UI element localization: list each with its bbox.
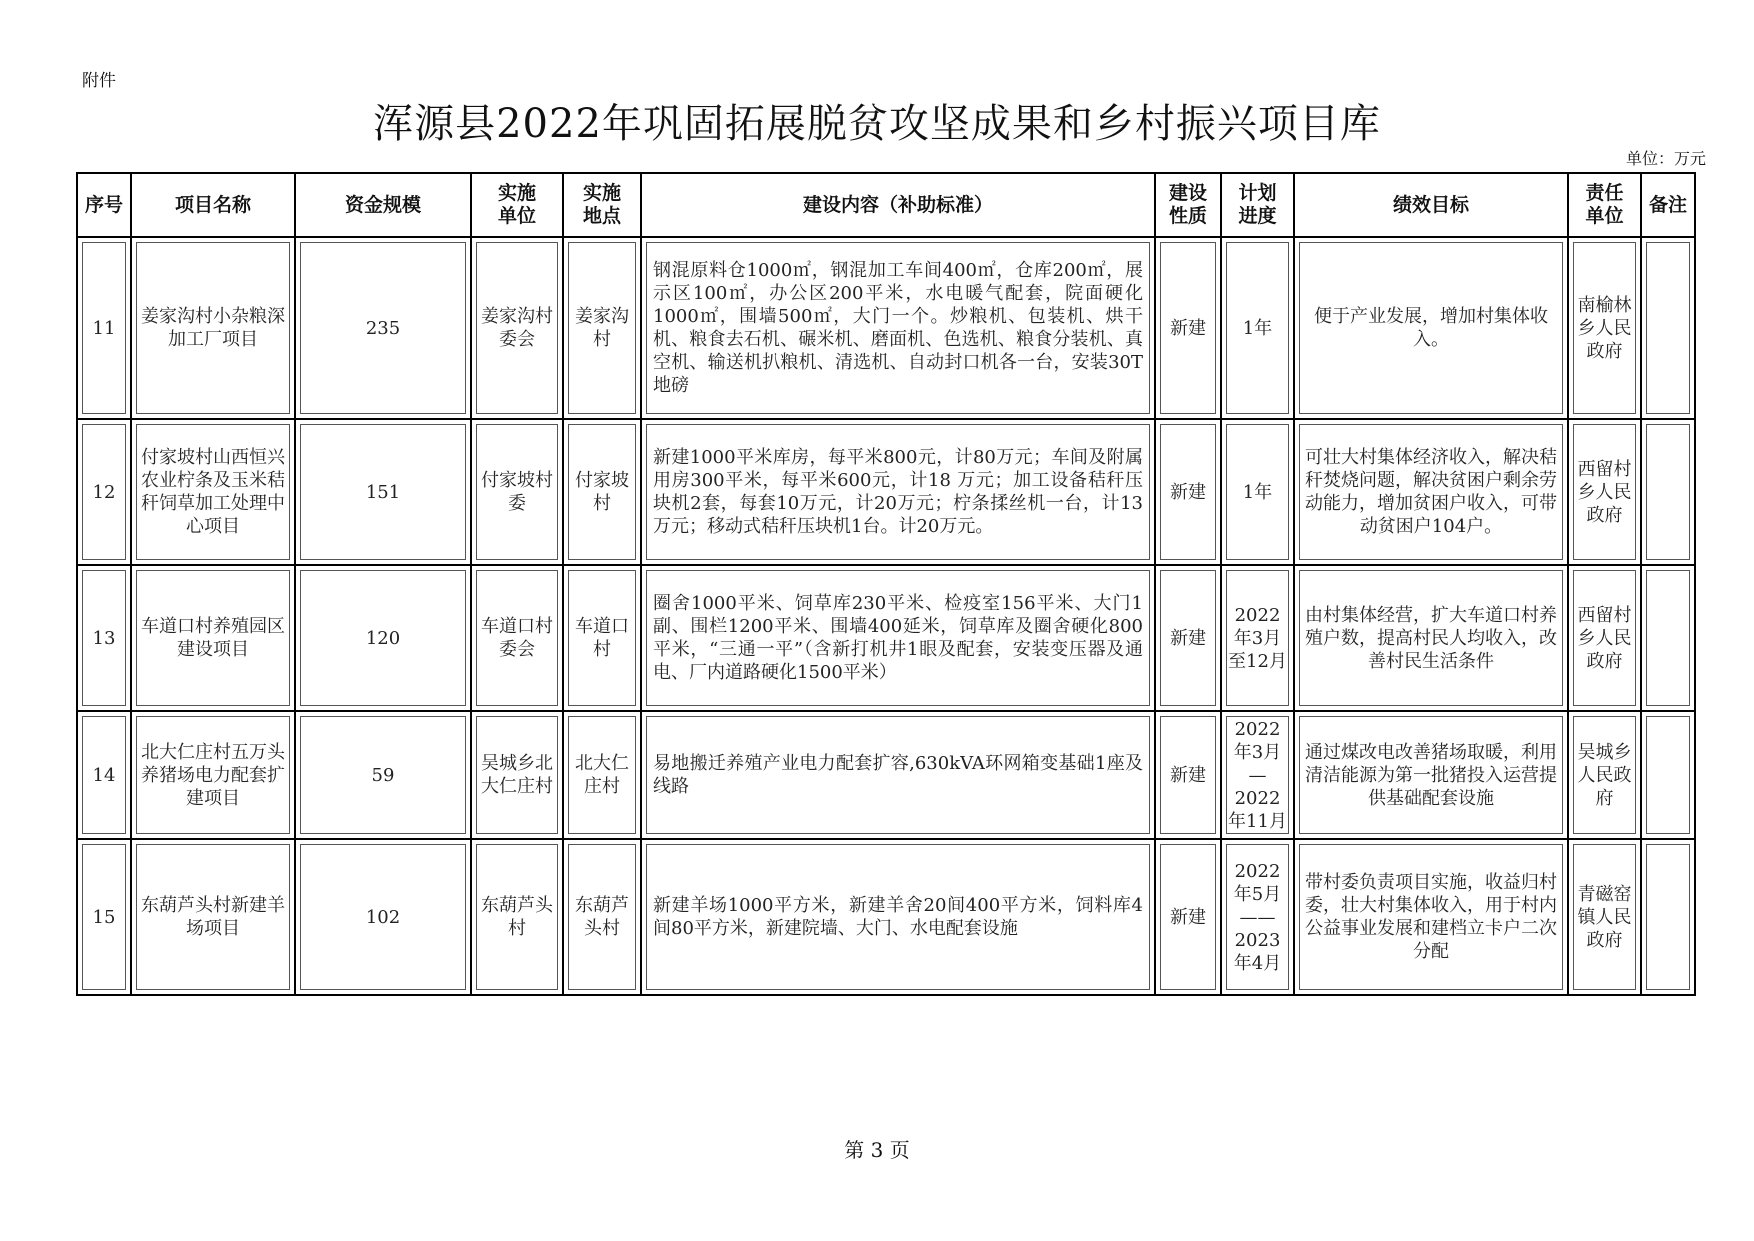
cell-note: [1641, 565, 1695, 711]
cell-nature-text-box: [1160, 242, 1216, 414]
header-place-line1: 实施: [582, 182, 621, 204]
cell-seq-text: 14: [92, 764, 116, 786]
cell-content-text: 圈舍1000平米、饲草库230平米、检疫室156平米、大门1副、围栏1200平米、围墙400延米，饲草库及圈舍硬化800平米，“三通一平”（含新打机井1眼及配套，安装变压器及通电、厂内道路硬化1500平米）: [653, 593, 1143, 683]
table-row: [77, 711, 1695, 839]
cell-nature-text-box: [1160, 570, 1216, 706]
cell-funds-text: 120: [365, 627, 401, 649]
cell-resp-text: 西留村乡人民政府: [1577, 458, 1632, 526]
cell-plan-text-box: [1226, 242, 1289, 414]
unit-label: 单位：万元: [1625, 149, 1706, 168]
cell-impl-unit-text: 姜家沟村委会: [481, 306, 553, 350]
header-impl-unit-line2: 单位: [497, 205, 536, 227]
cell-funds-text: 59: [371, 764, 395, 786]
cell-goal-text: 可壮大村集体经济收入，解决秸秆焚烧问题，解决贫困户剩余劳动能力，增加贫困户收入，可带动贫困户104户。: [1305, 447, 1557, 537]
cell-resp-text-box: [1573, 716, 1636, 834]
table-row: [77, 839, 1695, 995]
cell-impl-unit-text-box: [476, 242, 558, 414]
cell-content-text-box: [646, 844, 1150, 990]
cell-funds-text-box: [300, 844, 466, 990]
cell-plan: [1221, 419, 1294, 565]
cell-plan: [1221, 565, 1294, 711]
cell-funds-text-box: [300, 716, 466, 834]
cell-seq-text-box: [82, 844, 126, 990]
header-place-line2: 地点: [582, 205, 621, 227]
cell-goal: [1294, 711, 1568, 839]
cell-funds-text-box: [300, 570, 466, 706]
cell-place-text: 付家坡村: [575, 470, 629, 514]
cell-seq-text-box: [82, 242, 126, 414]
table-row: [77, 419, 1695, 565]
cell-impl-unit: [471, 839, 563, 995]
header-plan-line2: 进度: [1238, 205, 1277, 227]
cell-nature-text-box: [1160, 716, 1216, 834]
cell-nature: [1155, 839, 1221, 995]
cell-place: [563, 237, 641, 419]
cell-seq-text-box: [82, 570, 126, 706]
cell-goal-text-box: [1299, 570, 1563, 706]
cell-project-name-text-box: [136, 716, 290, 834]
cell-place-text-box: [568, 716, 636, 834]
cell-seq: [77, 839, 131, 995]
cell-plan-text: 1年: [1242, 317, 1273, 339]
cell-plan-text: 2022年3月—2022年11月: [1228, 718, 1287, 832]
cell-impl-unit: [471, 237, 563, 419]
cell-resp-text: 南榆林乡人民政府: [1577, 294, 1632, 362]
cell-content: [641, 839, 1155, 995]
cell-goal-text-box: [1299, 424, 1563, 560]
cell-seq: [77, 419, 131, 565]
cell-impl-unit-text: 东葫芦头村: [481, 895, 553, 939]
header-nature: [1155, 173, 1221, 237]
cell-place-text: 姜家沟村: [575, 306, 629, 350]
cell-project-name-text: 姜家沟村小杂粮深加工厂项目: [141, 306, 285, 350]
header-resp-line1: 责任: [1585, 182, 1624, 204]
cell-resp-text: 西留村乡人民政府: [1577, 604, 1632, 672]
cell-note-text-box: [1646, 570, 1690, 706]
header-resp-line2: 单位: [1585, 205, 1624, 227]
header-impl-unit: [471, 173, 563, 237]
cell-project-name-text: 付家坡村山西恒兴农业柠条及玉米秸秆饲草加工处理中心项目: [141, 447, 285, 537]
cell-note: [1641, 711, 1695, 839]
cell-resp-text: 吴城乡人民政府: [1577, 741, 1632, 809]
cell-goal-text-box: [1299, 844, 1563, 990]
cell-plan-text-box: [1226, 716, 1289, 834]
cell-goal: [1294, 839, 1568, 995]
cell-resp: [1568, 419, 1641, 565]
cell-nature-text: 新建: [1170, 627, 1206, 649]
cell-resp: [1568, 237, 1641, 419]
table-row: [77, 565, 1695, 711]
cell-goal-text: 由村集体经营，扩大车道口村养殖户数，提高村民人均收入，改善村民生活条件: [1305, 604, 1557, 672]
header-goal: 绩效目标: [1294, 173, 1568, 237]
header-name: 项目名称: [131, 173, 295, 237]
cell-seq-text-box: [82, 716, 126, 834]
cell-place-text-box: [568, 242, 636, 414]
header-funds: 资金规模: [295, 173, 471, 237]
cell-content-text-box: [646, 716, 1150, 834]
cell-place: [563, 711, 641, 839]
cell-project-name-text: 车道口村养殖园区建设项目: [141, 616, 285, 660]
cell-content: [641, 565, 1155, 711]
cell-nature-text: 新建: [1170, 317, 1206, 339]
cell-funds: [295, 839, 471, 995]
cell-content-text-box: [646, 242, 1150, 414]
cell-content-text: 易地搬迁养殖产业电力配套扩容,630kVA环网箱变基础1座及线路: [653, 753, 1143, 797]
header-place: [563, 173, 641, 237]
cell-impl-unit: [471, 419, 563, 565]
cell-note: [1641, 419, 1695, 565]
cell-nature-text: 新建: [1170, 906, 1206, 928]
cell-impl-unit-text: 付家坡村委: [481, 470, 553, 514]
cell-note-text-box: [1646, 716, 1690, 834]
cell-content: [641, 711, 1155, 839]
cell-plan: [1221, 839, 1294, 995]
cell-nature-text-box: [1160, 844, 1216, 990]
cell-goal: [1294, 237, 1568, 419]
cell-project-name-text-box: [136, 424, 290, 560]
cell-place-text: 北大仁庄村: [575, 753, 629, 797]
cell-place-text-box: [568, 424, 636, 560]
cell-funds-text: 235: [365, 317, 401, 339]
header-note: 备注: [1641, 173, 1695, 237]
cell-funds-text-box: [300, 242, 466, 414]
cell-seq-text: 12: [92, 481, 116, 503]
cell-impl-unit-text-box: [476, 716, 558, 834]
cell-plan-text: 2022年3月至12月: [1228, 604, 1287, 672]
cell-place: [563, 565, 641, 711]
cell-content-text-box: [646, 424, 1150, 560]
cell-funds: [295, 711, 471, 839]
cell-impl-unit-text-box: [476, 844, 558, 990]
header-resp: [1568, 173, 1641, 237]
cell-seq: [77, 711, 131, 839]
cell-goal-text-box: [1299, 242, 1563, 414]
cell-nature-text: 新建: [1170, 764, 1206, 786]
cell-seq-text: 11: [92, 317, 116, 339]
project-table: [76, 172, 1696, 996]
cell-nature: [1155, 419, 1221, 565]
cell-project-name-text: 东葫芦头村新建羊场项目: [141, 895, 285, 939]
cell-plan: [1221, 711, 1294, 839]
cell-resp: [1568, 839, 1641, 995]
cell-content-text: 新建1000平米库房，每平米800元，计80万元；车间及附属用房300平米，每平米600元，计18 万元；加工设备秸秆压块机2套，每套10万元，计20万元；柠条揉丝机一台，计13万元；移动式秸秆压块机1台。计20万元。: [653, 447, 1143, 537]
cell-impl-unit: [471, 565, 563, 711]
cell-content: [641, 419, 1155, 565]
header-impl-unit-line1: 实施: [497, 182, 536, 204]
table-header-row: [77, 173, 1695, 237]
cell-goal: [1294, 419, 1568, 565]
header-plan: [1221, 173, 1294, 237]
cell-funds: [295, 237, 471, 419]
page-number: 第 3 页: [844, 1138, 910, 1162]
cell-project-name-text-box: [136, 242, 290, 414]
cell-resp: [1568, 565, 1641, 711]
cell-goal-text: 通过煤改电改善猪场取暖，利用清洁能源为第一批猪投入运营提供基础配套设施: [1305, 741, 1557, 809]
attachment-label: 附件: [82, 71, 116, 91]
cell-plan-text-box: [1226, 844, 1289, 990]
cell-project-name-text-box: [136, 570, 290, 706]
cell-project-name-text: 北大仁庄村五万头养猪场电力配套扩建项目: [141, 741, 285, 809]
cell-resp-text-box: [1573, 424, 1636, 560]
cell-nature-text: 新建: [1170, 481, 1206, 503]
cell-place: [563, 419, 641, 565]
cell-project-name: [131, 711, 295, 839]
cell-funds-text-box: [300, 424, 466, 560]
cell-note: [1641, 237, 1695, 419]
cell-resp-text: 青磁窑镇人民政府: [1577, 883, 1632, 951]
cell-project-name: [131, 237, 295, 419]
cell-impl-unit-text: 车道口村委会: [481, 616, 553, 660]
cell-seq-text-box: [82, 424, 126, 560]
cell-nature: [1155, 711, 1221, 839]
cell-resp-text-box: [1573, 844, 1636, 990]
cell-goal-text: 带村委负责项目实施，收益归村委，壮大村集体收入，用于村内公益事业发展和建档立卡户二次分配: [1305, 872, 1557, 962]
cell-plan-text: 2022年5月——2023年4月: [1233, 860, 1282, 974]
cell-plan-text-box: [1226, 570, 1289, 706]
cell-project-name-text-box: [136, 844, 290, 990]
cell-content-text: 钢混原料仓1000㎡，钢混加工车间400㎡，仓库200㎡，展示区100㎡，办公区200平米，水电暖气配套，院面硬化1000㎡，围墙500㎡，大门一个。炒粮机、包装机、烘干机、粮食去石机、碾米机、磨面机、色选机、粮食分装机、真空机、输送机扒粮机、清选机、自动封口机各一台，安装30T地磅: [653, 260, 1143, 396]
cell-funds-text: 102: [365, 906, 401, 928]
cell-plan-text: 1年: [1242, 481, 1273, 503]
cell-place-text-box: [568, 570, 636, 706]
cell-note: [1641, 839, 1695, 995]
cell-seq: [77, 565, 131, 711]
header-seq: 序号: [77, 173, 131, 237]
cell-nature-text-box: [1160, 424, 1216, 560]
cell-funds: [295, 419, 471, 565]
header-nature-line2: 性质: [1168, 205, 1207, 227]
cell-project-name: [131, 565, 295, 711]
header-nature-line1: 建设: [1168, 182, 1207, 204]
cell-note-text-box: [1646, 424, 1690, 560]
cell-content-text: 新建羊场1000平方米，新建羊舍20间400平方米，饲料库4间80平方米，新建院墙、大门、水电配套设施: [653, 895, 1143, 939]
cell-goal-text: 便于产业发展，增加村集体收入。: [1314, 306, 1548, 350]
header-content: 建设内容（补助标准）: [641, 173, 1155, 237]
cell-funds-text: 151: [365, 481, 401, 503]
cell-impl-unit: [471, 711, 563, 839]
cell-content-text-box: [646, 570, 1150, 706]
cell-impl-unit-text: 吴城乡北大仁庄村: [481, 753, 553, 797]
cell-project-name: [131, 839, 295, 995]
cell-seq-text: 13: [92, 627, 116, 649]
cell-note-text-box: [1646, 844, 1690, 990]
cell-plan-text-box: [1226, 424, 1289, 560]
cell-nature: [1155, 565, 1221, 711]
cell-goal: [1294, 565, 1568, 711]
cell-seq-text: 15: [92, 906, 116, 928]
cell-project-name: [131, 419, 295, 565]
page-title: 浑源县2022年巩固拓展脱贫攻坚成果和乡村振兴项目库: [373, 101, 1381, 147]
cell-place-text: 东葫芦头村: [575, 895, 629, 939]
cell-goal-text-box: [1299, 716, 1563, 834]
cell-resp-text-box: [1573, 242, 1636, 414]
cell-place-text-box: [568, 844, 636, 990]
cell-impl-unit-text-box: [476, 570, 558, 706]
cell-resp-text-box: [1573, 570, 1636, 706]
cell-funds: [295, 565, 471, 711]
cell-place-text: 车道口村: [575, 616, 629, 660]
cell-impl-unit-text-box: [476, 424, 558, 560]
header-plan-line1: 计划: [1238, 182, 1277, 204]
cell-plan: [1221, 237, 1294, 419]
cell-seq: [77, 237, 131, 419]
cell-note-text-box: [1646, 242, 1690, 414]
cell-resp: [1568, 711, 1641, 839]
cell-nature: [1155, 237, 1221, 419]
cell-place: [563, 839, 641, 995]
table-row: [77, 237, 1695, 419]
cell-content: [641, 237, 1155, 419]
